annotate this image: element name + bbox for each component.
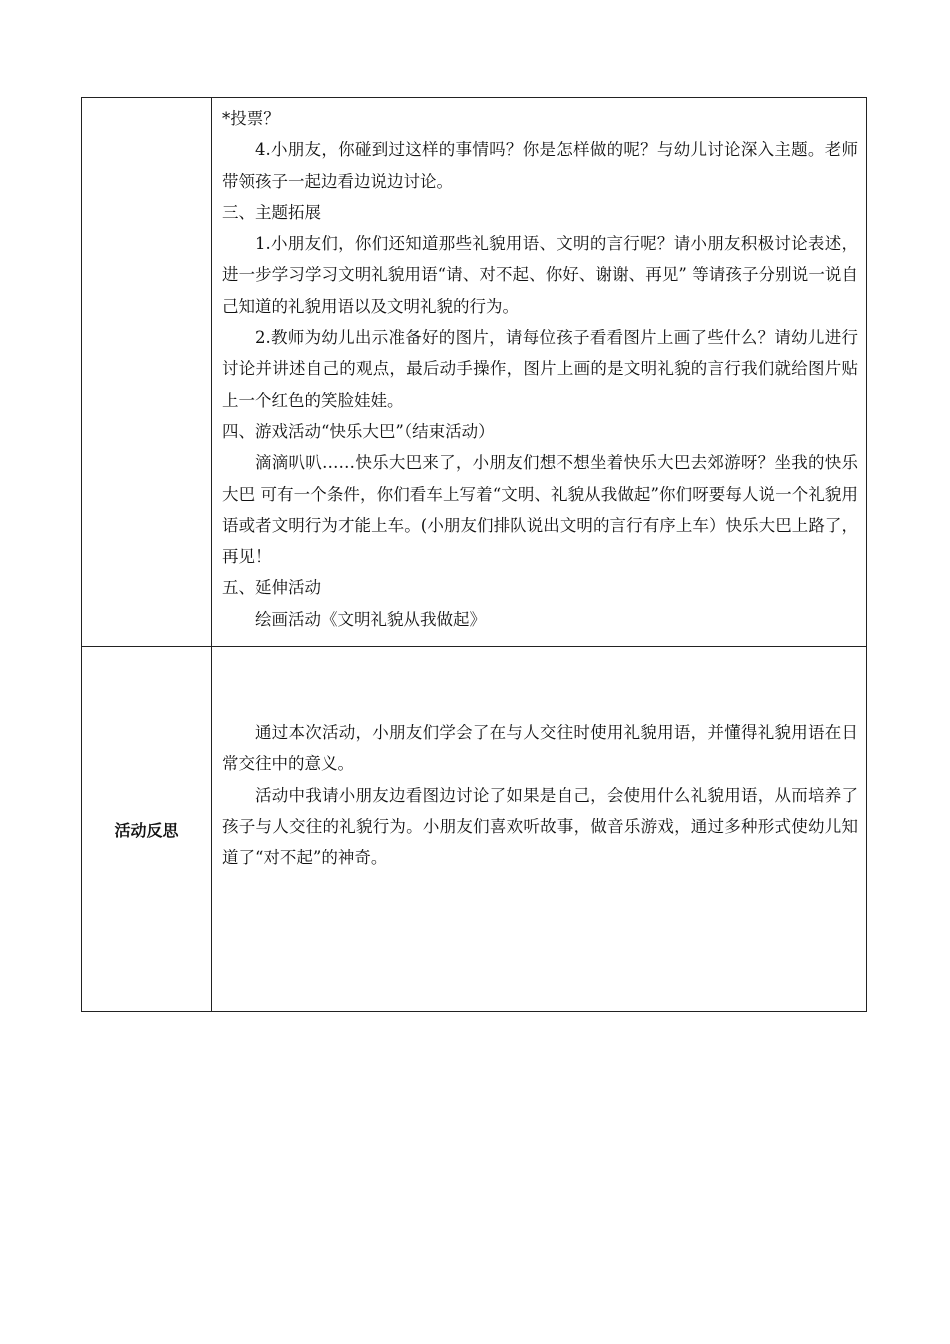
heading-game-activity: 四、游戏活动“快乐大巴”（结束活动）	[222, 421, 495, 441]
lesson-plan-table	[81, 97, 867, 1012]
paragraph-drawing-activity: 绘画活动《文明礼貌从我做起》	[255, 609, 486, 629]
reflection-paragraph-1: 通过本次活动，小朋友们学会了在与人交往时使用礼貌用语，并懂得礼貌用语在日常交往中的意义。	[222, 723, 858, 774]
paragraph-happy-bus-game: 滴滴叭叭……快乐大巴来了，小朋友们想不想坐着快乐大巴去郊游呀？坐我的快乐大巴 可有一个条件，你们看车上写着“文明、礼貌从我做起”你们呀要每人说一个礼貌用语或者文明行为才能上车。(小朋友们排队说出文明的言行有序上车）快乐大巴上路了，再见！	[222, 453, 858, 567]
reflection-label: 活动反思	[82, 647, 212, 1012]
paragraph-extension-step-2: 2.教师为幼儿出示准备好的图片，请每位孩子看看图片上画了些什么？请幼儿进行讨论并讲述自己的观点，最后动手操作，图片上画的是文明礼貌的言行我们就给图片贴上一个红色的笑脸娃娃。	[222, 328, 858, 410]
heading-extended-activity: 五、延伸活动	[222, 578, 321, 598]
paragraph-vote: *投票？	[222, 109, 280, 128]
activity-process-content	[212, 98, 867, 647]
paragraph-discussion-step-4: 4.小朋友，你碰到过这样的事情吗？你是怎样做的呢？与幼儿讨论深入主题。老师带领孩子一起边看边说边讨论。	[222, 140, 858, 191]
activity-process-row	[82, 98, 867, 647]
reflection-row	[82, 647, 867, 1012]
activity-process-label-cell	[82, 98, 212, 647]
heading-theme-extension: 三、主题拓展	[222, 202, 321, 222]
reflection-paragraph-2: 活动中我请小朋友边看图边讨论了如果是自己，会使用什么礼貌用语，从而培养了孩子与人交往的礼貌行为。小朋友们喜欢听故事，做音乐游戏，通过多种形式使幼儿知道了“对不起”的神奇。	[222, 785, 858, 868]
reflection-content	[212, 647, 867, 1012]
paragraph-extension-step-1: 1.小朋友们，你们还知道那些礼貌用语、文明的言行呢？请小朋友积极讨论表述，进一步学习学习文明礼貌用语“请、对不起、你好、谢谢、再见” 等请孩子分别说一说自己知道的礼貌用语以及文明礼貌的行为。	[222, 234, 858, 316]
